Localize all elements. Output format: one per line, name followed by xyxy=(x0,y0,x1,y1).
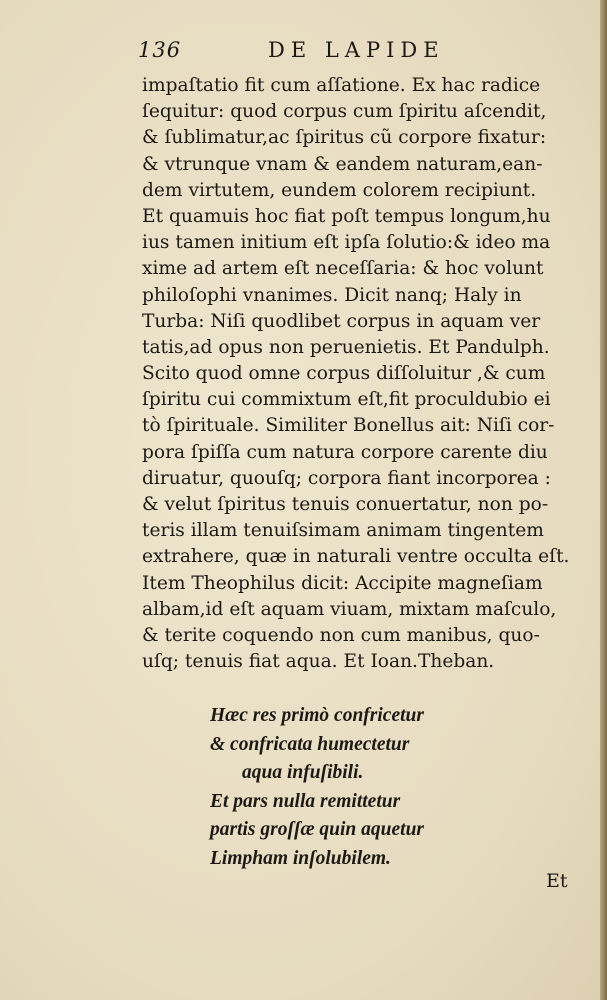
text-line: & ſublimatur,ac ſpiritus cũ corpore fixatur: xyxy=(142,127,547,149)
text-line: teris illam tenuiſsimam animam tingentem xyxy=(142,520,544,542)
text-line: tatis,ad opus non peruenietis. Et Pandulph. xyxy=(142,336,550,358)
page-header xyxy=(138,38,568,74)
running-title: DE LAPIDE xyxy=(268,38,445,62)
text-line: uſq; tenuis fiat aqua. Et Ioan.Theban. xyxy=(142,651,495,673)
text-line: Scito quod omne corpus diſſoluitur ,& cum xyxy=(142,363,546,385)
text-line: Item Theophilus dicit: Accipite magneſiam xyxy=(142,572,543,594)
text-line: xime ad artem eſt neceſſaria: & hoc volunt xyxy=(142,258,544,280)
verse-line: Limpham inſolubilem. xyxy=(210,847,391,869)
text-line: albam,id eſt aquam viuam, mixtam maſculo, xyxy=(142,598,557,620)
verse-block xyxy=(210,702,570,873)
verse-line: partis groſſæ quin aquetur xyxy=(210,819,425,840)
text-line: philoſophi vnanimes. Dicit nanq; Haly in xyxy=(142,284,522,306)
text-line: & vtrunque vnam & eandem naturam,ean- xyxy=(142,153,543,175)
text-line: pora ſpiſſa cum natura corpore carente diu xyxy=(142,441,548,463)
text-line: tò ſpirituale. Similiter Bonellus ait: Niſi cor- xyxy=(142,415,555,437)
text-line: diruatur, quouſq; corpora fiant incorporea : xyxy=(142,467,551,489)
page-number: 136 xyxy=(138,38,182,62)
catchword: Et xyxy=(546,870,568,892)
text-line: ius tamen initium eſt ipſa ſolutio:& ideo ma xyxy=(142,232,551,254)
page-edge xyxy=(600,0,607,1000)
verse-line: & confricata humectetur xyxy=(210,733,410,755)
verse-line: aqua infuſibili. xyxy=(242,762,364,783)
text-line: & terite coquendo non cum manibus, quo- xyxy=(142,624,540,646)
text-line: Et quamuis hoc fiat poſt tempus longum,hu xyxy=(142,205,551,227)
text-line: ſequitur: quod corpus cum ſpiritu aſcendit, xyxy=(142,101,547,123)
text-line: dem virtutem, eundem colorem recipiunt. xyxy=(142,179,537,201)
text-line: Turba: Niſi quodlibet corpus in aquam ver xyxy=(142,310,541,332)
verse-line: Et pars nulla remittetur xyxy=(210,790,401,812)
verse-line: Hæc res primò confricetur xyxy=(210,705,424,726)
text-line: impaſtatio fit cum aſſatione. Ex hac radice xyxy=(142,75,541,96)
text-line: & velut ſpiritus tenuis conuertatur, non po- xyxy=(142,494,549,515)
body-text xyxy=(142,73,582,675)
text-line: extrahere, quæ in naturali ventre occulta eſt. xyxy=(142,546,570,568)
text-line: ſpiritu cui commixtum eſt,fit proculdubio ei xyxy=(142,389,551,411)
